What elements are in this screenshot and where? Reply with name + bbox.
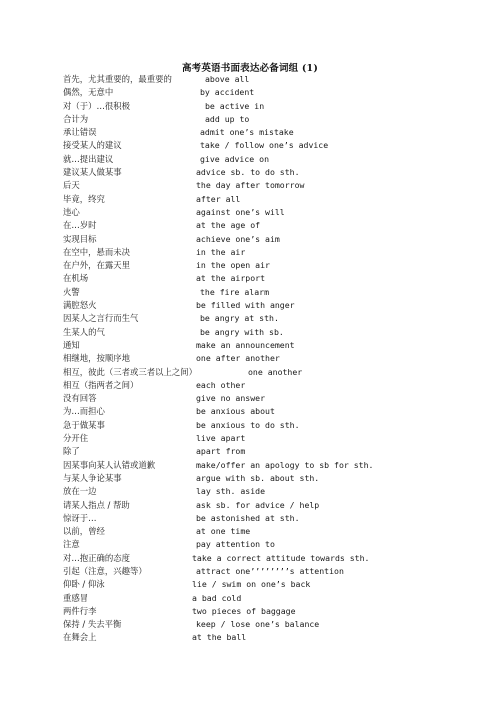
phrase-chinese: 相互（指两者之间） [63, 379, 139, 390]
phrase-chinese: 与某人争论某事 [63, 472, 122, 483]
phrase-row [63, 179, 493, 192]
phrase-chinese: 以前，曾经 [63, 526, 105, 537]
phrase-english: at one time [196, 526, 251, 537]
phrase-row [63, 126, 493, 139]
phrase-chinese: 实现目标 [63, 233, 97, 244]
phrase-english: lay sth. aside [196, 486, 266, 497]
phrase-english: take a correct attitude towards sth. [192, 552, 370, 563]
phrase-row [63, 578, 493, 591]
phrase-chinese: 因某事向某人认错或道歉 [63, 459, 156, 470]
phrase-chinese: 请某人指点 / 帮助 [63, 499, 130, 510]
phrase-row [63, 246, 493, 259]
phrase-row [63, 286, 493, 299]
phrase-chinese: 重感冒 [63, 592, 89, 603]
phrase-chinese: 分开住 [63, 433, 89, 444]
phrase-chinese: 火警 [63, 286, 80, 297]
phrase-chinese: 引起（注意，兴趣等） [63, 565, 147, 576]
phrase-english: by accident [200, 87, 255, 98]
phrase-chinese: 合计为 [63, 113, 89, 124]
phrase-row [63, 392, 493, 405]
phrase-english: be active in [205, 100, 265, 111]
phrase-row [63, 113, 493, 126]
phrase-english: give advice on [200, 153, 270, 164]
phrase-row [63, 139, 493, 152]
phrase-english: live apart [196, 433, 246, 444]
phrase-chinese: 后天 [63, 180, 80, 191]
phrase-english: pay attention to [196, 539, 275, 550]
phrase-chinese: 因某人之言行而生气 [63, 313, 139, 324]
phrase-english: be angry at sth. [200, 313, 279, 324]
phrase-row [63, 86, 493, 99]
phrase-row [63, 552, 493, 565]
phrase-row [63, 525, 493, 538]
phrase-row [63, 485, 493, 498]
phrase-chinese: 违心 [63, 206, 80, 217]
phrase-english: two pieces of baggage [192, 605, 296, 616]
phrase-row [63, 432, 493, 445]
phrase-row [63, 339, 493, 352]
phrase-chinese: 保持 / 失去平衡 [63, 619, 122, 630]
phrase-chinese: 除了 [63, 446, 80, 457]
phrase-english: be anxious about [196, 406, 275, 417]
phrase-chinese: 首先，尤其重要的，最重要的 [63, 74, 172, 84]
phrase-chinese: 仰卧 / 仰泳 [63, 579, 105, 590]
phrase-english: give no answer [196, 393, 266, 404]
phrase-english: add up to [205, 113, 250, 124]
phrase-english: be astonished at sth. [196, 512, 300, 523]
phrase-english: be filled with anger [196, 300, 295, 311]
phrase-chinese: 在舞会上 [63, 632, 97, 643]
phrase-english: be angry with sb. [200, 326, 284, 337]
phrase-chinese: 相继地，按顺序地 [63, 353, 130, 364]
phrase-english: make/offer an apology to sb for sth. [196, 459, 374, 470]
phrase-english: one after another [196, 353, 280, 364]
phrase-row [63, 193, 493, 206]
phrase-chinese: 在户外，在露天里 [63, 260, 130, 271]
phrase-english: make an announcement [196, 339, 295, 350]
phrase-chinese: 通知 [63, 339, 80, 350]
phrase-chinese: 对（于）…很积极 [63, 100, 130, 111]
phrase-row [63, 512, 493, 525]
phrase-row [63, 312, 493, 325]
phrase-row [63, 379, 493, 392]
phrase-row [63, 605, 493, 618]
phrase-english: argue with sb. about sth. [196, 472, 320, 483]
phrase-row [63, 405, 493, 418]
phrase-row [63, 499, 493, 512]
phrase-list [63, 73, 493, 645]
phrase-english: apart from [196, 446, 246, 457]
phrase-row [63, 592, 493, 605]
phrase-chinese: 急于做某事 [63, 419, 105, 430]
phrase-english: above all [205, 74, 250, 84]
phrase-row [63, 219, 493, 232]
phrase-english: at the age of [196, 220, 261, 231]
phrase-row [63, 459, 493, 472]
phrase-row [63, 153, 493, 166]
phrase-row [63, 618, 493, 631]
phrase-row [63, 206, 493, 219]
phrase-english: ask sb. for advice / help [196, 499, 320, 510]
phrase-chinese: 惊讶于… [63, 512, 97, 523]
phrase-chinese: 在…岁时 [63, 220, 97, 231]
phrase-chinese: 满腔怒火 [63, 300, 97, 311]
phrase-chinese: 对…抱正确的态度 [63, 552, 130, 563]
phrase-english: admit one’s mistake [200, 127, 294, 138]
phrase-chinese: 注意 [63, 539, 80, 550]
phrase-chinese: 没有回答 [63, 393, 97, 404]
phrase-english: keep / lose one’s balance [196, 619, 320, 630]
phrase-english: achieve one’s aim [196, 233, 280, 244]
phrase-chinese: 接受某人的建议 [63, 140, 122, 151]
phrase-english: attract one’’’’’’’’s attention [196, 565, 344, 576]
phrase-row [63, 272, 493, 285]
phrase-row [63, 299, 493, 312]
phrase-chinese: 在空中，悬而未决 [63, 246, 130, 257]
phrase-row [63, 233, 493, 246]
phrase-english: one another [248, 366, 303, 377]
phrase-chinese: 生某人的气 [63, 326, 105, 337]
phrase-chinese: 承让错误 [63, 127, 97, 138]
phrase-chinese: 就…提出建议 [63, 153, 114, 164]
phrase-chinese: 两件行李 [63, 605, 97, 616]
phrase-english: after all [196, 193, 241, 204]
phrase-english: be anxious to do sth. [196, 419, 300, 430]
phrase-chinese: 相互，彼此（三者或三者以上之间） [63, 366, 197, 377]
phrase-row [63, 326, 493, 339]
phrase-english: in the open air [196, 260, 270, 271]
phrase-row [63, 445, 493, 458]
phrase-english: advice sb. to do sth. [196, 167, 300, 178]
phrase-english: a bad cold [192, 592, 242, 603]
phrase-chinese: 在机场 [63, 273, 89, 284]
phrase-english: lie / swim on one’s back [192, 579, 311, 590]
phrase-row [63, 166, 493, 179]
phrase-row [63, 538, 493, 551]
phrase-row [63, 73, 493, 86]
phrase-row [63, 259, 493, 272]
phrase-chinese: 毕竟，终究 [63, 193, 105, 204]
phrase-english: at the airport [196, 273, 266, 284]
phrase-row [63, 472, 493, 485]
phrase-english: at the ball [192, 632, 247, 643]
phrase-english: the fire alarm [200, 286, 270, 297]
phrase-chinese: 偶然，无意中 [63, 87, 114, 98]
phrase-row [63, 631, 493, 644]
phrase-row [63, 419, 493, 432]
phrase-row [63, 352, 493, 365]
phrase-chinese: 建议某人做某事 [63, 167, 122, 178]
phrase-english: against one’s will [196, 206, 285, 217]
phrase-chinese: 为…而担心 [63, 406, 105, 417]
phrase-english: the day after tomorrow [196, 180, 305, 191]
phrase-chinese: 放在一边 [63, 486, 97, 497]
phrase-row [63, 366, 493, 379]
phrase-english: take / follow one’s advice [200, 140, 329, 151]
phrase-english: in the air [196, 246, 246, 257]
phrase-row [63, 565, 493, 578]
phrase-english: each other [196, 379, 246, 390]
document-title: 高考英语书面表达必备词组 (1) [181, 63, 319, 74]
phrase-row [63, 100, 493, 113]
